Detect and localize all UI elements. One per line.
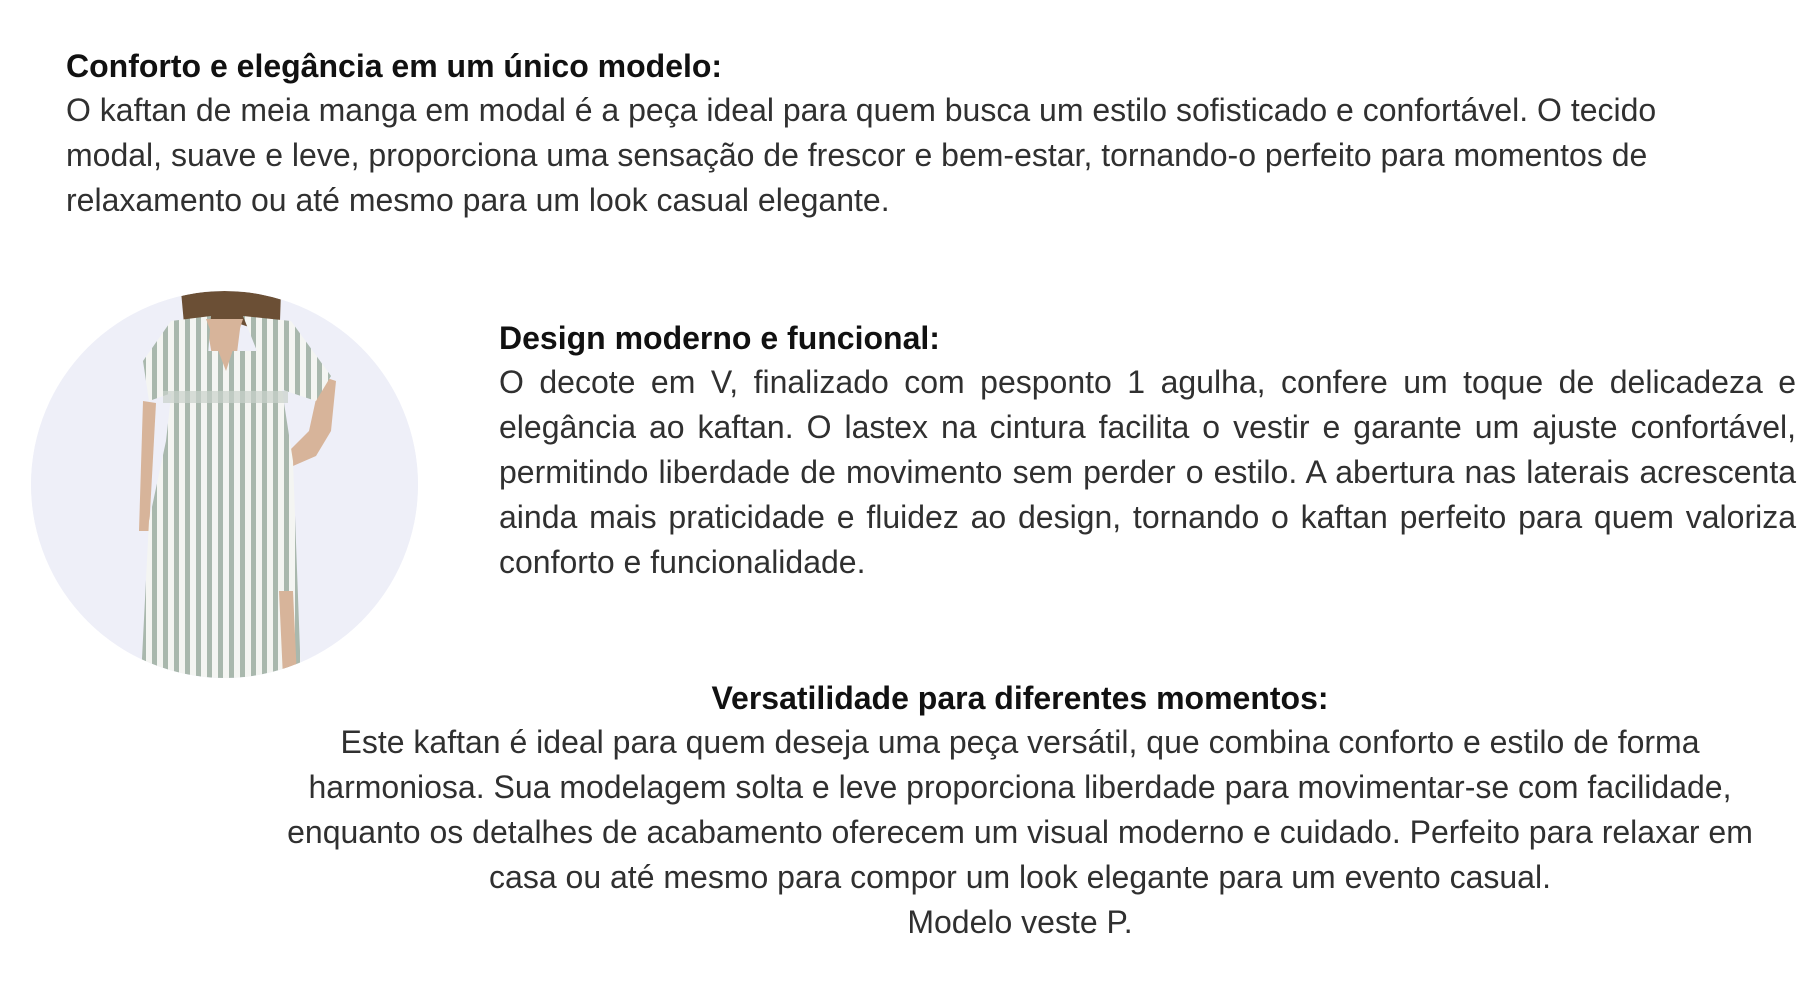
section-heading-versatility: Versatilidade para diferentes momentos: [711, 680, 1329, 716]
section-body-versatility: Este kaftan é ideal para quem deseja uma peça versátil, que combina conforto e estilo de forma harmoniosa. Sua modelagem solta e leve proporciona liberdade para movimentar-se com facilidade, enquanto os detalhes de acabamento oferecem um visual moderno e cuidado. Perfeito para relaxar em casa ou até mesmo para compor um look elegante para um evento casual. [287, 724, 1753, 895]
section-comfort [66, 44, 1716, 223]
section-heading-comfort: Conforto e elegância em um único modelo: [66, 48, 723, 84]
model-in-striped-kaftan-image [31, 291, 418, 678]
section-body-comfort: O kaftan de meia manga em modal é a peça ideal para quem busca um estilo sofisticado e confortável. O tecido modal, suave e leve, proporciona uma sensação de frescor e bem-estar, tornando-o perfeito para momentos de relaxamento ou até mesmo para um look casual elegante. [66, 92, 1657, 218]
product-photo [31, 291, 418, 678]
section-heading-design: Design moderno e funcional: [499, 320, 940, 356]
section-design [499, 316, 1796, 585]
section-body-design: O decote em V, finalizado com pesponto 1 agulha, confere um toque de delicadeza e elegância ao kaftan. O lastex na cintura facilita o vestir e garante um ajuste confortável, permitindo liberdade de movimento sem perder o estilo. A abertura nas laterais acrescenta ainda mais praticidade e fluidez ao design, tornando o kaftan perfeito para quem valoriza conforto e funcionalidade. [499, 364, 1796, 580]
section-versatility [250, 676, 1790, 945]
size-note: Modelo veste P. [907, 904, 1133, 940]
